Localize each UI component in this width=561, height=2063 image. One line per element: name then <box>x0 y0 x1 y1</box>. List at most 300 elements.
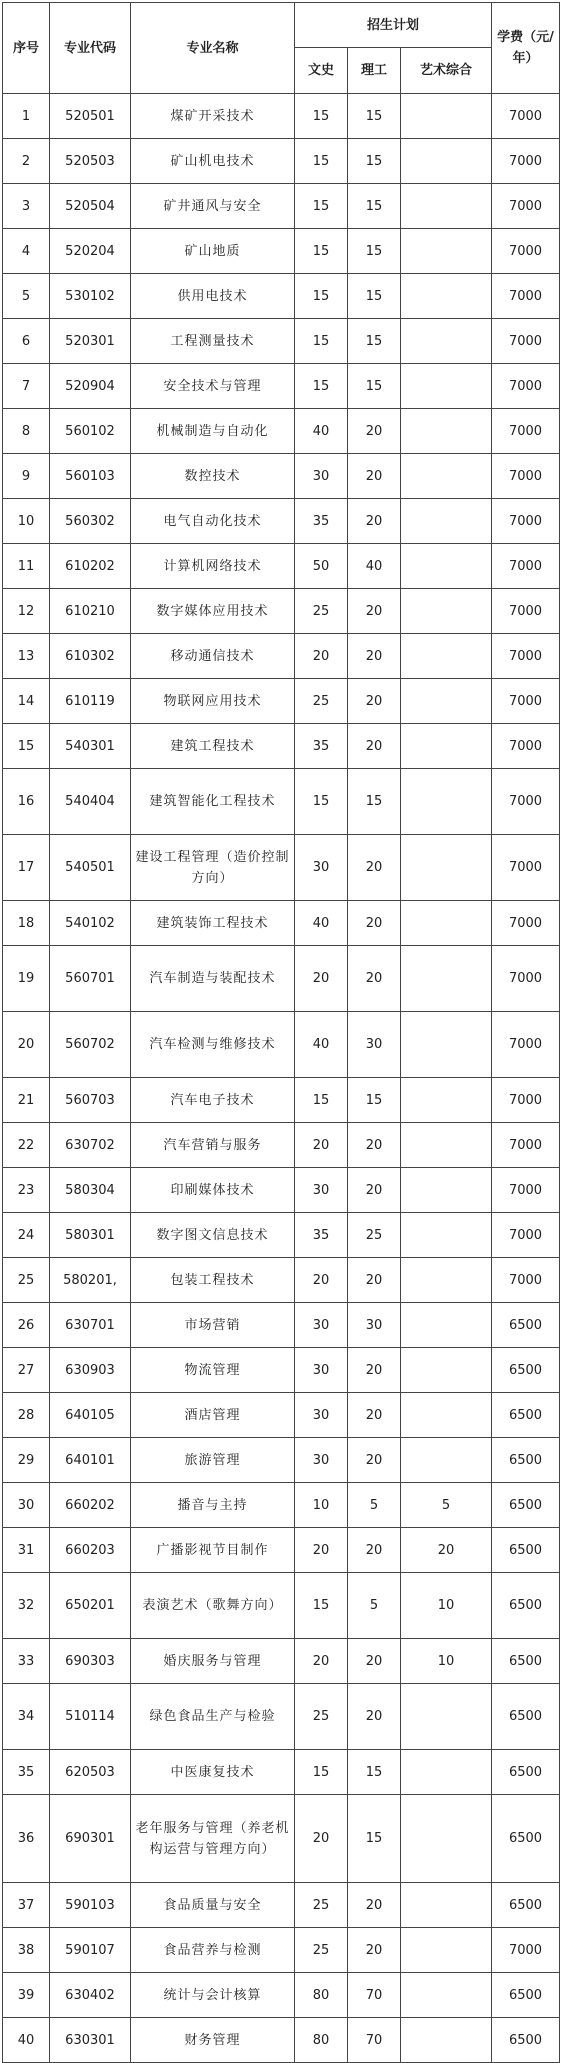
cell-code: 520301 <box>50 319 131 364</box>
cell-arts: 30 <box>295 454 348 499</box>
cell-arts: 30 <box>295 1348 348 1393</box>
cell-name: 汽车电子技术 <box>131 1078 295 1123</box>
cell-arts: 50 <box>295 544 348 589</box>
table-row <box>3 2018 560 2063</box>
cell-fee: 7000 <box>492 229 560 274</box>
cell-sci: 20 <box>348 724 401 769</box>
cell-seq: 33 <box>3 1639 50 1684</box>
cell-art: 10 <box>401 1639 492 1684</box>
cell-code: 520501 <box>50 94 131 139</box>
cell-code: 580301 <box>50 1213 131 1258</box>
table-row <box>3 634 560 679</box>
cell-arts: 15 <box>295 769 348 835</box>
table-row <box>3 94 560 139</box>
cell-arts: 15 <box>295 184 348 229</box>
cell-seq: 16 <box>3 769 50 835</box>
cell-art <box>401 184 492 229</box>
cell-code: 560701 <box>50 946 131 1012</box>
cell-name: 工程测量技术 <box>131 319 295 364</box>
cell-name: 计算机网络技术 <box>131 544 295 589</box>
cell-code: 610210 <box>50 589 131 634</box>
table-row <box>3 1303 560 1348</box>
cell-arts: 80 <box>295 1973 348 2018</box>
cell-code: 630301 <box>50 2018 131 2063</box>
cell-sci: 20 <box>348 835 401 901</box>
cell-sci: 70 <box>348 2018 401 2063</box>
cell-sci: 20 <box>348 1438 401 1483</box>
table-row <box>3 1573 560 1639</box>
cell-arts: 15 <box>295 94 348 139</box>
cell-arts: 40 <box>295 1012 348 1078</box>
cell-arts: 35 <box>295 1213 348 1258</box>
cell-fee: 7000 <box>492 139 560 184</box>
cell-name: 矿井通风与安全 <box>131 184 295 229</box>
cell-fee: 6500 <box>492 1883 560 1928</box>
cell-code: 610119 <box>50 679 131 724</box>
cell-sci: 20 <box>348 499 401 544</box>
cell-fee: 7000 <box>492 1123 560 1168</box>
cell-sci: 5 <box>348 1573 401 1639</box>
cell-art: 20 <box>401 1528 492 1573</box>
cell-code: 560102 <box>50 409 131 454</box>
table-row <box>3 1168 560 1213</box>
cell-arts: 25 <box>295 1928 348 1973</box>
cell-code: 580304 <box>50 1168 131 1213</box>
cell-arts: 15 <box>295 139 348 184</box>
cell-seq: 12 <box>3 589 50 634</box>
cell-code: 560103 <box>50 454 131 499</box>
table-row <box>3 1393 560 1438</box>
table-row <box>3 901 560 946</box>
cell-arts: 15 <box>295 1750 348 1795</box>
cell-art <box>401 1750 492 1795</box>
cell-art <box>401 901 492 946</box>
table-row <box>3 1639 560 1684</box>
cell-art <box>401 1438 492 1483</box>
table-row <box>3 1750 560 1795</box>
cell-name: 统计与会计核算 <box>131 1973 295 2018</box>
cell-sci: 20 <box>348 1639 401 1684</box>
cell-name: 物流管理 <box>131 1348 295 1393</box>
table-row <box>3 184 560 229</box>
table-row <box>3 679 560 724</box>
cell-name: 食品质量与安全 <box>131 1883 295 1928</box>
table-row <box>3 1123 560 1168</box>
cell-seq: 35 <box>3 1750 50 1795</box>
cell-seq: 7 <box>3 364 50 409</box>
cell-art <box>401 769 492 835</box>
cell-fee: 7000 <box>492 499 560 544</box>
cell-code: 520904 <box>50 364 131 409</box>
cell-code: 560703 <box>50 1078 131 1123</box>
cell-fee: 7000 <box>492 1928 560 1973</box>
cell-seq: 5 <box>3 274 50 319</box>
cell-arts: 40 <box>295 901 348 946</box>
cell-name: 数控技术 <box>131 454 295 499</box>
cell-sci: 20 <box>348 1348 401 1393</box>
cell-name: 建筑装饰工程技术 <box>131 901 295 946</box>
cell-sci: 15 <box>348 139 401 184</box>
cell-arts: 20 <box>295 1795 348 1883</box>
cell-arts: 15 <box>295 274 348 319</box>
cell-seq: 17 <box>3 835 50 901</box>
cell-sci: 20 <box>348 409 401 454</box>
table-row <box>3 499 560 544</box>
cell-code: 590107 <box>50 1928 131 1973</box>
cell-fee: 6500 <box>492 1639 560 1684</box>
table-row <box>3 1928 560 1973</box>
table-row <box>3 1795 560 1883</box>
cell-fee: 7000 <box>492 274 560 319</box>
cell-arts: 30 <box>295 1438 348 1483</box>
cell-name: 婚庆服务与管理 <box>131 1639 295 1684</box>
cell-code: 560702 <box>50 1012 131 1078</box>
cell-art <box>401 835 492 901</box>
cell-code: 530102 <box>50 274 131 319</box>
cell-art <box>401 1078 492 1123</box>
cell-fee: 6500 <box>492 1973 560 2018</box>
cell-sci: 20 <box>348 946 401 1012</box>
table-row <box>3 946 560 1012</box>
cell-name: 建筑智能化工程技术 <box>131 769 295 835</box>
cell-name: 食品营养与检测 <box>131 1928 295 1973</box>
cell-seq: 39 <box>3 1973 50 2018</box>
cell-arts: 25 <box>295 1684 348 1750</box>
cell-sci: 20 <box>348 634 401 679</box>
cell-sci: 15 <box>348 1795 401 1883</box>
cell-seq: 27 <box>3 1348 50 1393</box>
cell-seq: 4 <box>3 229 50 274</box>
table-row <box>3 1883 560 1928</box>
cell-code: 630903 <box>50 1348 131 1393</box>
table-row <box>3 1528 560 1573</box>
table-row <box>3 1684 560 1750</box>
table-row <box>3 769 560 835</box>
cell-fee: 7000 <box>492 724 560 769</box>
cell-name: 汽车检测与维修技术 <box>131 1012 295 1078</box>
cell-code: 540102 <box>50 901 131 946</box>
cell-arts: 25 <box>295 679 348 724</box>
cell-fee: 6500 <box>492 1393 560 1438</box>
cell-seq: 40 <box>3 2018 50 2063</box>
cell-arts: 30 <box>295 1393 348 1438</box>
cell-name: 物联网应用技术 <box>131 679 295 724</box>
cell-arts: 25 <box>295 1883 348 1928</box>
cell-fee: 6500 <box>492 1750 560 1795</box>
table-row <box>3 229 560 274</box>
cell-name: 电气自动化技术 <box>131 499 295 544</box>
cell-art <box>401 1973 492 2018</box>
cell-art <box>401 139 492 184</box>
cell-fee: 6500 <box>492 1684 560 1750</box>
cell-seq: 6 <box>3 319 50 364</box>
cell-sci: 20 <box>348 1684 401 1750</box>
cell-code: 520504 <box>50 184 131 229</box>
cell-code: 620503 <box>50 1750 131 1795</box>
cell-arts: 20 <box>295 1528 348 1573</box>
cell-arts: 80 <box>295 2018 348 2063</box>
cell-arts: 15 <box>295 364 348 409</box>
table-row <box>3 1483 560 1528</box>
cell-seq: 24 <box>3 1213 50 1258</box>
cell-sci: 20 <box>348 589 401 634</box>
cell-fee: 7000 <box>492 544 560 589</box>
cell-sci: 20 <box>348 1258 401 1303</box>
cell-fee: 7000 <box>492 1012 560 1078</box>
cell-name: 播音与主持 <box>131 1483 295 1528</box>
cell-art <box>401 454 492 499</box>
cell-fee: 7000 <box>492 1258 560 1303</box>
cell-fee: 7000 <box>492 901 560 946</box>
cell-seq: 29 <box>3 1438 50 1483</box>
cell-art <box>401 94 492 139</box>
cell-seq: 30 <box>3 1483 50 1528</box>
cell-seq: 11 <box>3 544 50 589</box>
cell-name: 市场营销 <box>131 1303 295 1348</box>
cell-arts: 15 <box>295 319 348 364</box>
header-sci: 理工 <box>348 48 401 94</box>
cell-name: 数字媒体应用技术 <box>131 589 295 634</box>
cell-fee: 7000 <box>492 184 560 229</box>
cell-sci: 20 <box>348 1528 401 1573</box>
table-row <box>3 409 560 454</box>
cell-fee: 6500 <box>492 1528 560 1573</box>
cell-seq: 10 <box>3 499 50 544</box>
cell-sci: 20 <box>348 901 401 946</box>
cell-art <box>401 1393 492 1438</box>
table-row <box>3 274 560 319</box>
cell-code: 540404 <box>50 769 131 835</box>
cell-art <box>401 1883 492 1928</box>
table-row <box>3 724 560 769</box>
cell-seq: 19 <box>3 946 50 1012</box>
cell-sci: 25 <box>348 1213 401 1258</box>
cell-seq: 2 <box>3 139 50 184</box>
cell-art <box>401 1795 492 1883</box>
cell-fee: 7000 <box>492 679 560 724</box>
cell-seq: 37 <box>3 1883 50 1928</box>
cell-fee: 6500 <box>492 1483 560 1528</box>
header-row-top <box>3 3 560 48</box>
cell-art <box>401 1123 492 1168</box>
cell-sci: 15 <box>348 319 401 364</box>
table-row <box>3 1348 560 1393</box>
cell-code: 510114 <box>50 1684 131 1750</box>
cell-seq: 28 <box>3 1393 50 1438</box>
cell-fee: 7000 <box>492 769 560 835</box>
cell-sci: 15 <box>348 1750 401 1795</box>
cell-seq: 3 <box>3 184 50 229</box>
cell-seq: 9 <box>3 454 50 499</box>
cell-art <box>401 1213 492 1258</box>
cell-code: 590103 <box>50 1883 131 1928</box>
cell-fee: 6500 <box>492 1303 560 1348</box>
cell-name: 绿色食品生产与检验 <box>131 1684 295 1750</box>
cell-art <box>401 409 492 454</box>
cell-art <box>401 1168 492 1213</box>
cell-art <box>401 1348 492 1393</box>
cell-art <box>401 544 492 589</box>
cell-sci: 15 <box>348 94 401 139</box>
cell-name: 建筑工程技术 <box>131 724 295 769</box>
cell-arts: 15 <box>295 1573 348 1639</box>
header-fee: 学费（元/年） <box>492 3 560 94</box>
cell-code: 690301 <box>50 1795 131 1883</box>
cell-sci: 15 <box>348 184 401 229</box>
cell-arts: 25 <box>295 589 348 634</box>
cell-arts: 15 <box>295 229 348 274</box>
cell-fee: 7000 <box>492 1078 560 1123</box>
cell-code: 520204 <box>50 229 131 274</box>
cell-seq: 34 <box>3 1684 50 1750</box>
cell-arts: 20 <box>295 1258 348 1303</box>
table-row <box>3 1012 560 1078</box>
cell-seq: 18 <box>3 901 50 946</box>
cell-fee: 7000 <box>492 94 560 139</box>
cell-seq: 8 <box>3 409 50 454</box>
cell-fee: 6500 <box>492 2018 560 2063</box>
cell-fee: 7000 <box>492 835 560 901</box>
cell-name: 财务管理 <box>131 2018 295 2063</box>
cell-seq: 31 <box>3 1528 50 1573</box>
cell-code: 520503 <box>50 139 131 184</box>
cell-fee: 6500 <box>492 1795 560 1883</box>
cell-sci: 70 <box>348 1973 401 2018</box>
cell-seq: 38 <box>3 1928 50 1973</box>
header-arts: 文史 <box>295 48 348 94</box>
cell-art: 10 <box>401 1573 492 1639</box>
cell-code: 610202 <box>50 544 131 589</box>
cell-fee: 6500 <box>492 1573 560 1639</box>
header-name: 专业名称 <box>131 3 295 94</box>
cell-arts: 20 <box>295 1123 348 1168</box>
table-row <box>3 1213 560 1258</box>
cell-seq: 26 <box>3 1303 50 1348</box>
cell-name: 机械制造与自动化 <box>131 409 295 454</box>
cell-art <box>401 589 492 634</box>
cell-fee: 6500 <box>492 1438 560 1483</box>
cell-art <box>401 946 492 1012</box>
cell-name: 移动通信技术 <box>131 634 295 679</box>
cell-art <box>401 1258 492 1303</box>
cell-seq: 15 <box>3 724 50 769</box>
cell-arts: 20 <box>295 634 348 679</box>
cell-sci: 30 <box>348 1303 401 1348</box>
cell-sci: 20 <box>348 454 401 499</box>
header-plan: 招生计划 <box>295 3 492 48</box>
cell-art <box>401 229 492 274</box>
table-row <box>3 319 560 364</box>
cell-fee: 7000 <box>492 589 560 634</box>
cell-code: 580201, <box>50 1258 131 1303</box>
table-row <box>3 589 560 634</box>
cell-name: 矿山地质 <box>131 229 295 274</box>
cell-arts: 20 <box>295 1639 348 1684</box>
cell-arts: 15 <box>295 1078 348 1123</box>
cell-art <box>401 1303 492 1348</box>
cell-name: 表演艺术（歌舞方向） <box>131 1573 295 1639</box>
table-row <box>3 139 560 184</box>
cell-fee: 7000 <box>492 634 560 679</box>
cell-name: 旅游管理 <box>131 1438 295 1483</box>
cell-fee: 6500 <box>492 1348 560 1393</box>
cell-name: 矿山机电技术 <box>131 139 295 184</box>
cell-name: 安全技术与管理 <box>131 364 295 409</box>
cell-name: 建设工程管理（造价控制方向） <box>131 835 295 901</box>
cell-seq: 1 <box>3 94 50 139</box>
cell-arts: 10 <box>295 1483 348 1528</box>
table-row <box>3 544 560 589</box>
cell-sci: 20 <box>348 1123 401 1168</box>
cell-fee: 7000 <box>492 319 560 364</box>
cell-code: 690303 <box>50 1639 131 1684</box>
cell-art <box>401 634 492 679</box>
cell-code: 640105 <box>50 1393 131 1438</box>
cell-sci: 15 <box>348 229 401 274</box>
cell-code: 630402 <box>50 1973 131 2018</box>
cell-arts: 20 <box>295 946 348 1012</box>
cell-code: 660202 <box>50 1483 131 1528</box>
cell-code: 540301 <box>50 724 131 769</box>
cell-code: 610302 <box>50 634 131 679</box>
cell-name: 广播影视节目制作 <box>131 1528 295 1573</box>
header-code: 专业代码 <box>50 3 131 94</box>
cell-art <box>401 274 492 319</box>
cell-arts: 40 <box>295 409 348 454</box>
cell-sci: 30 <box>348 1012 401 1078</box>
cell-code: 640101 <box>50 1438 131 1483</box>
cell-name: 老年服务与管理（养老机构运营与管理方向） <box>131 1795 295 1883</box>
enrollment-plan-table <box>2 2 560 2063</box>
cell-sci: 20 <box>348 679 401 724</box>
cell-art <box>401 499 492 544</box>
table-row <box>3 1973 560 2018</box>
cell-fee: 7000 <box>492 409 560 454</box>
cell-sci: 15 <box>348 1078 401 1123</box>
cell-code: 650201 <box>50 1573 131 1639</box>
table-row <box>3 1078 560 1123</box>
cell-sci: 40 <box>348 544 401 589</box>
cell-art <box>401 2018 492 2063</box>
cell-code: 560302 <box>50 499 131 544</box>
cell-name: 汽车营销与服务 <box>131 1123 295 1168</box>
cell-sci: 15 <box>348 769 401 835</box>
cell-art <box>401 1928 492 1973</box>
cell-name: 印刷媒体技术 <box>131 1168 295 1213</box>
table-row <box>3 835 560 901</box>
cell-name: 煤矿开采技术 <box>131 94 295 139</box>
cell-seq: 36 <box>3 1795 50 1883</box>
cell-seq: 20 <box>3 1012 50 1078</box>
cell-seq: 21 <box>3 1078 50 1123</box>
cell-fee: 7000 <box>492 1213 560 1258</box>
cell-sci: 20 <box>348 1928 401 1973</box>
cell-code: 630701 <box>50 1303 131 1348</box>
cell-sci: 20 <box>348 1883 401 1928</box>
cell-fee: 7000 <box>492 454 560 499</box>
table-row <box>3 364 560 409</box>
cell-art <box>401 319 492 364</box>
cell-code: 660203 <box>50 1528 131 1573</box>
cell-name: 包装工程技术 <box>131 1258 295 1303</box>
cell-name: 供用电技术 <box>131 274 295 319</box>
cell-arts: 35 <box>295 499 348 544</box>
cell-seq: 23 <box>3 1168 50 1213</box>
cell-fee: 7000 <box>492 1168 560 1213</box>
cell-name: 酒店管理 <box>131 1393 295 1438</box>
cell-seq: 14 <box>3 679 50 724</box>
cell-art <box>401 679 492 724</box>
